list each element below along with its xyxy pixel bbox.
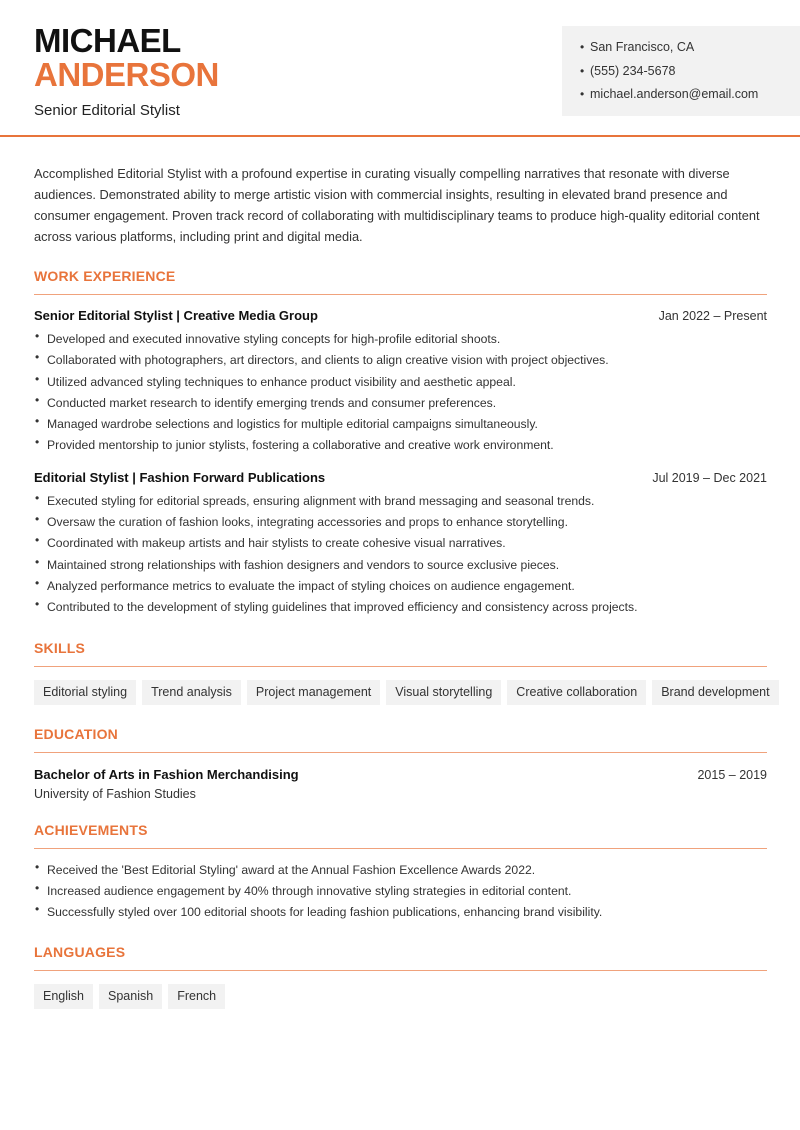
skill-chip: Editorial styling [34, 680, 136, 705]
bullet-icon: • [35, 880, 40, 895]
bullet-icon: • [580, 63, 585, 78]
bullet-icon: • [35, 902, 40, 917]
list-item [34, 372, 767, 393]
list-item [34, 512, 767, 533]
job-role: Editorial Stylist | Fashion Forward Publications [34, 469, 326, 485]
list-item-text: Contributed to the development of styling guidelines that improved efficiency and consistency across projects. [47, 600, 638, 615]
achievements-list [34, 860, 767, 924]
list-item [34, 902, 767, 923]
section-title-achievements: ACHIEVEMENTS [34, 822, 767, 849]
list-item [34, 329, 767, 350]
list-item [34, 350, 767, 371]
name-block [34, 24, 219, 119]
list-item [34, 435, 767, 456]
list-item-text: Received the 'Best Editorial Styling' award at the Annual Fashion Excellence Awards 2022. [47, 862, 536, 877]
job-title: Senior Editorial Stylist [34, 102, 180, 119]
list-item-text: Utilized advanced styling techniques to enhance product visibility and aesthetic appeal. [47, 374, 516, 389]
skills-list [34, 680, 770, 705]
list-item-text: Oversaw the curation of fashion looks, integrating accessories and props to enhance storytelling. [47, 515, 568, 530]
skill-chip: Creative collaboration [507, 680, 646, 705]
first-name: MICHAEL [34, 22, 181, 59]
languages-list [34, 984, 767, 1009]
job-head [34, 308, 767, 323]
job-bullets [34, 329, 767, 457]
list-item [34, 597, 767, 618]
bullet-icon: • [580, 40, 585, 54]
bullet-icon: • [35, 329, 40, 343]
education-entry [34, 767, 767, 801]
bullet-icon: • [35, 414, 40, 429]
skill-chip: Visual storytelling [386, 680, 501, 705]
bullet-icon: • [35, 554, 40, 569]
bullet-icon: • [35, 575, 40, 590]
list-item-text: Managed wardrobe selections and logistics for multiple editorial campaigns simultaneously. [47, 417, 538, 432]
job-bullets [34, 491, 767, 619]
resume-body [34, 163, 770, 1009]
list-item-text: Executed styling for editorial spreads, ensuring alignment with brand messaging and seasonal trends. [47, 493, 595, 508]
skill-chip: Trend analysis [142, 680, 241, 705]
language-chip: French [168, 984, 225, 1009]
list-item-text: Successfully styled over 100 editorial shoots for leading fashion publications, enhancing brand visibility. [47, 905, 603, 920]
section-title-skills: SKILLS [34, 640, 767, 667]
list-item-text: Increased audience engagement by 40% through innovative styling strategies in editorial content. [47, 883, 572, 898]
job-date: Jul 2019 – Dec 2021 [652, 470, 767, 485]
contact-email [580, 87, 800, 111]
bullet-icon: • [35, 371, 40, 386]
contact-location-text: San Francisco, CA [590, 40, 695, 54]
job-entry [34, 470, 767, 619]
list-item-text: Coordinated with makeup artists and hair stylists to create cohesive visual narratives. [47, 536, 506, 551]
list-item [34, 414, 767, 435]
section-title-languages: LANGUAGES [34, 944, 767, 971]
resume-header [0, 0, 800, 137]
job-date: Jan 2022 – Present [658, 309, 767, 323]
bullet-icon: • [35, 435, 40, 450]
bullet-icon: • [35, 350, 40, 365]
last-name: ANDERSON [34, 56, 219, 93]
bullet-icon: • [35, 859, 40, 874]
school: University of Fashion Studies [34, 786, 196, 801]
contact-box [562, 26, 800, 116]
skill-chip: Brand development [652, 680, 778, 705]
list-item-text: Maintained strong relationships with fashion designers and vendors to source exclusive pieces. [47, 557, 560, 572]
contact-phone [580, 64, 800, 88]
bullet-icon: • [580, 87, 585, 101]
skill-chip: Project management [247, 680, 380, 705]
bullet-icon: • [35, 597, 40, 612]
bullet-icon: • [35, 512, 40, 527]
degree: Bachelor of Arts in Fashion Merchandising [34, 766, 299, 782]
list-item-text: Collaborated with photographers, art directors, and clients to align creative vision with project objectives. [47, 353, 609, 368]
language-chip: Spanish [99, 984, 162, 1009]
summary: Accomplished Editorial Stylist with a profound expertise in curating visually compelling narratives that resonate with diverse audiences. Demonstrated ability to merge artistic vision with commercial insights, resulting in elevated brand presence and consumer engagement. Proven track record of collaborating with multidisciplinary teams to produce high-quality editorial content across various platforms, including print and digital media. [34, 166, 760, 244]
contact-phone-text: (555) 234-5678 [590, 63, 676, 78]
job-head [34, 470, 767, 485]
language-chip: English [34, 984, 93, 1009]
education-date: 2015 – 2019 [697, 767, 767, 782]
list-item [34, 860, 767, 881]
section-title-education: EDUCATION [34, 726, 767, 753]
job-role: Senior Editorial Stylist | Creative Media Group [34, 308, 318, 323]
education-head [34, 767, 767, 782]
list-item [34, 576, 767, 597]
list-item [34, 533, 767, 554]
bullet-icon: • [35, 490, 40, 505]
list-item-text: Conducted market research to identify emerging trends and consumer preferences. [47, 395, 497, 410]
list-item [34, 491, 767, 512]
list-item [34, 393, 767, 414]
list-item-text: Analyzed performance metrics to evaluate the impact of styling choices on audience engagement. [47, 578, 575, 593]
contact-email-text: michael.anderson@email.com [590, 87, 759, 101]
list-item [34, 881, 767, 902]
bullet-icon: • [35, 533, 40, 548]
section-title-work: WORK EXPERIENCE [34, 268, 767, 295]
contact-location [580, 40, 800, 64]
job-entry [34, 308, 767, 457]
list-item-text: Developed and executed innovative styling concepts for high-profile editorial shoots. [47, 332, 501, 346]
bullet-icon: • [35, 392, 40, 407]
list-item [34, 555, 767, 576]
list-item-text: Provided mentorship to junior stylists, fostering a collaborative and creative work environment. [47, 438, 554, 453]
